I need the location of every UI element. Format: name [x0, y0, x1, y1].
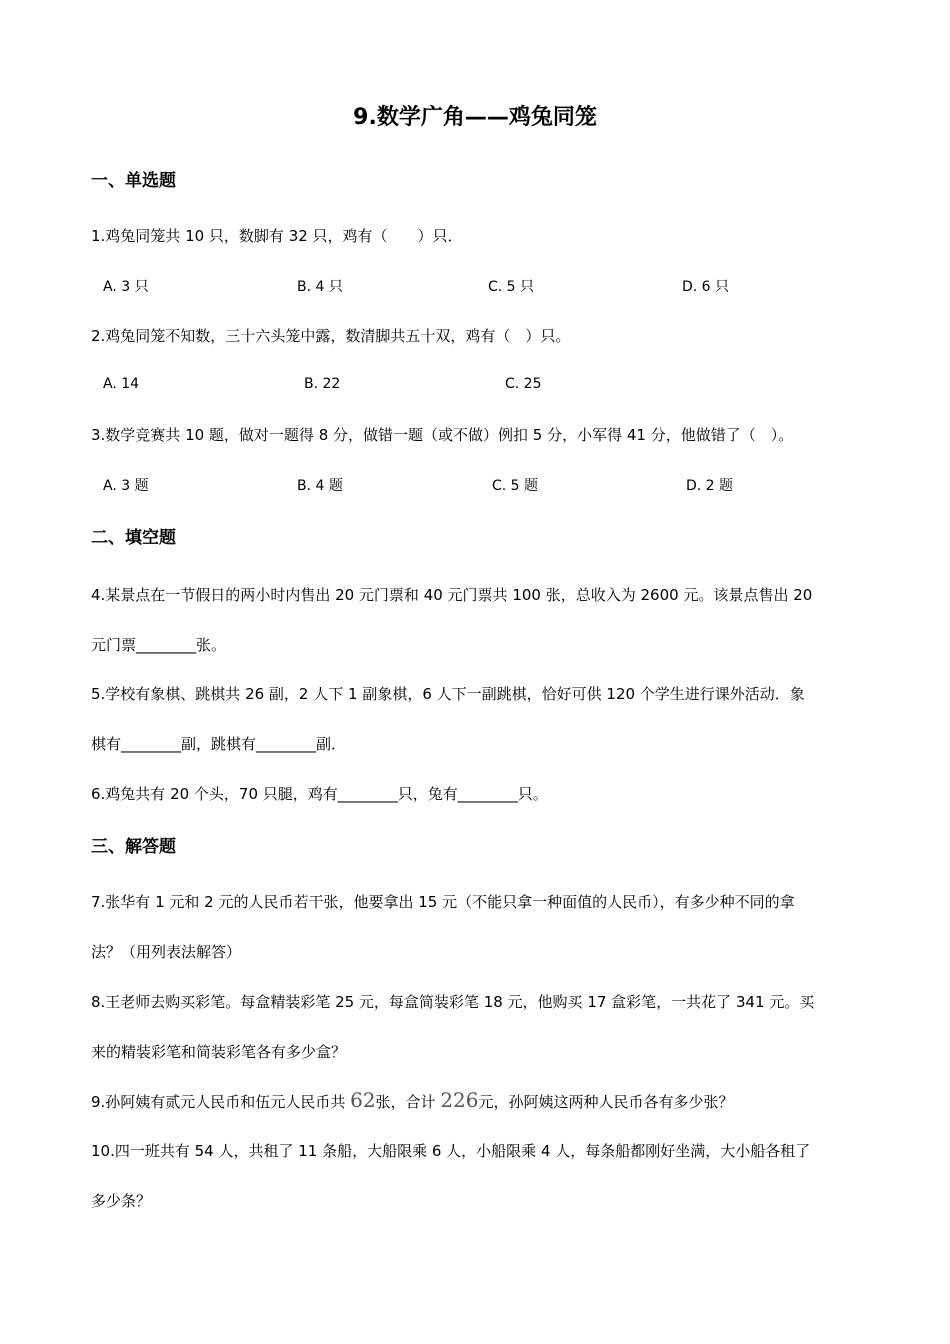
question-3-text: 3.数学竞赛共 10 题，做对一题得 8 分，做错一题（或不做）例扣 5 分，小军得 41 分，他做错了（ ）。 [91, 426, 794, 444]
question-3-option-b: B. 4 题 [297, 478, 343, 494]
question-1-option-c: C. 5 只 [488, 279, 535, 295]
question-1-option-d: D. 6 只 [682, 279, 730, 295]
question-9-number-226: 226 [440, 1088, 479, 1112]
question-8-line-1: 8.王老师去购买彩笔。每盒精装彩笔 25 元，每盒简装彩笔 18 元，他购买 17 盒彩笔，一共花了 341 元。买 [91, 993, 815, 1011]
question-5-line-2: 棋有________副，跳棋有________副． [91, 735, 347, 753]
question-4-line-2: 元门票________张。 [91, 636, 227, 654]
question-9-text [91, 1088, 734, 1112]
question-7-line-2: 法？（用列表法解答） [91, 943, 242, 961]
question-2-option-c: C. 25 [505, 376, 542, 392]
question-2-option-a: A. 14 [103, 376, 140, 392]
section-heading-solve: 三、解答题 [91, 837, 176, 857]
question-9-part-1: 9.孙阿姨有贰元人民币和伍元人民币共 [91, 1093, 351, 1111]
question-6-text: 6.鸡兔共有 20 个头，70 只腿，鸡有________只，兔有________只。 [91, 785, 548, 803]
section-heading-fill-blank: 二、填空题 [91, 528, 176, 548]
question-9-part-2: 张，合计 [375, 1093, 441, 1111]
question-7-line-1: 7.张华有 1 元和 2 元的人民币若干张，他要拿出 15 元（不能只拿一种面值的人民币），有多少种不同的拿 [91, 893, 795, 911]
question-8-line-2: 来的精装彩笔和简装彩笔各有多少盒？ [91, 1043, 347, 1061]
question-3-option-a: A. 3 题 [103, 478, 149, 494]
question-3-option-c: C. 5 题 [492, 478, 539, 494]
question-9-number-62: 62 [350, 1088, 376, 1112]
question-5-line-1: 5.学校有象棋、跳棋共 26 副，2 人下 1 副象棋，6 人下一副跳棋，恰好可供 120 个学生进行课外活动．象 [91, 685, 805, 703]
question-9-part-3: 元，孙阿姨这两种人民币各有多少张？ [478, 1093, 734, 1111]
question-1-option-b: B. 4 只 [297, 279, 343, 295]
question-1-option-a: A. 3 只 [103, 279, 149, 295]
question-10-line-1: 10.四一班共有 54 人，共租了 11 条船，大船限乘 6 人，小船限乘 4 人，每条船都刚好坐满，大小船各租了 [91, 1142, 811, 1160]
question-10-line-2: 多少条？ [91, 1192, 152, 1210]
question-2-text: 2.鸡兔同笼不知数，三十六头笼中露，数清脚共五十双，鸡有（ ）只。 [91, 327, 571, 345]
section-heading-single-choice: 一、单选题 [91, 171, 176, 191]
question-1-text: 1.鸡兔同笼共 10 只，数脚有 32 只，鸡有（ ）只． [91, 227, 463, 245]
question-3-option-d: D. 2 题 [686, 478, 734, 494]
page-title: 9.数学广角——鸡兔同笼 [353, 105, 597, 130]
question-4-line-1: 4.某景点在一节假日的两小时内售出 20 元门票和 40 元门票共 100 张，总收入为 2600 元。该景点售出 20 [91, 586, 813, 604]
question-2-option-b: B. 22 [304, 376, 341, 392]
